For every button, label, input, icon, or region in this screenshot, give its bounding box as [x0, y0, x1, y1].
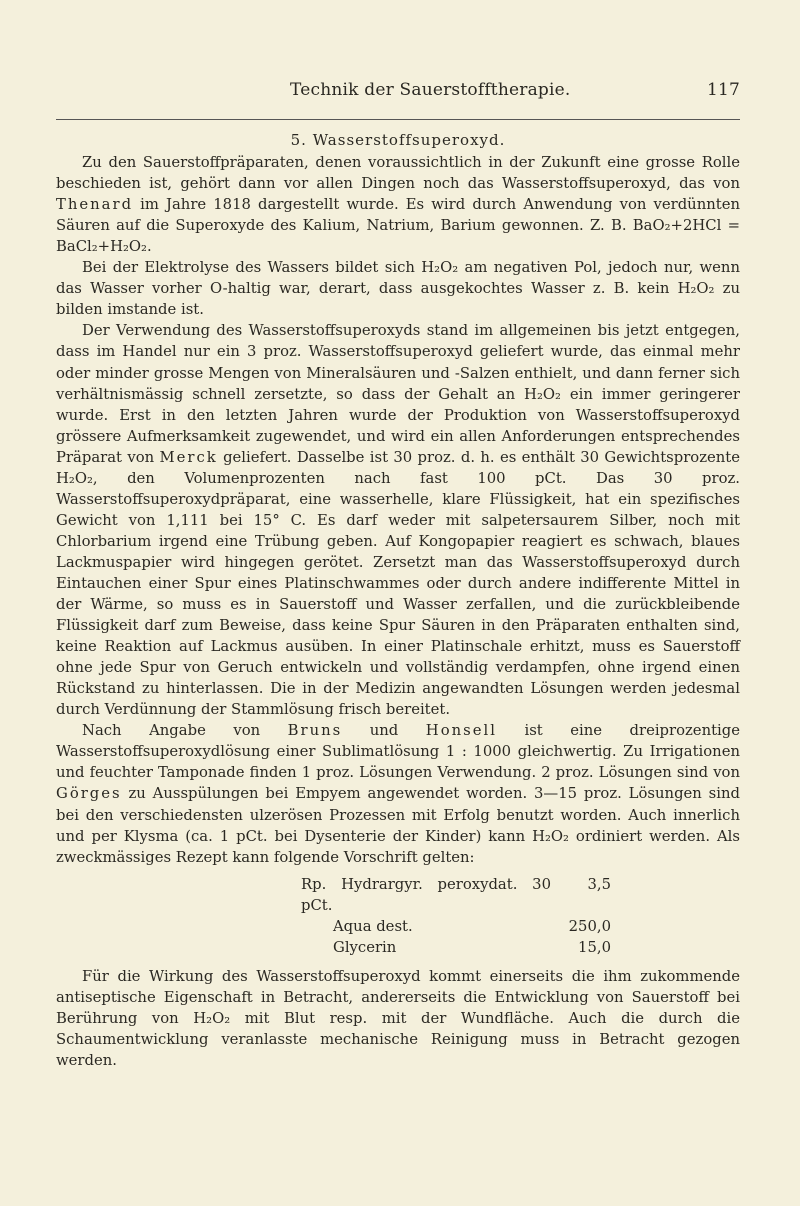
- running-header: [0, 80, 800, 110]
- recipe-amount: 3,5: [587, 875, 611, 893]
- recipe-amount: 15,0: [578, 938, 611, 956]
- recipe-ingredient: Aqua dest.: [333, 917, 413, 935]
- text-run: Der Verwendung des Wasserstoffsuperoxyds stand im allgemeinen bis jetzt entgegen, dass im Handel nur ein 3 proz. Wasserstoffsuperoxyd geliefert wurde, das einmal mehr oder minder grosse Mengen von Mineralsäuren und -Salzen enthielt, und dann ferner sich verhältnismässig schnell zersetzte, so dass der Gehalt an H₂O₂ ein immer geringerer wurde. Erst in den letzten Jahren wurde der Produktion von Wasserstoffsuperoxyd grössere Aufmerksamkeit zugewendet, und wird ein allen Anforderungen entsprechendes Präparat von: [56, 322, 740, 466]
- recipe-ingredient: Glycerin: [333, 938, 397, 956]
- person-name: Thenard: [56, 196, 134, 214]
- paragraph-production: [56, 320, 740, 720]
- recipe-block: [301, 874, 740, 958]
- recipe-row: [301, 874, 740, 916]
- paragraph-electrolysis: Bei der Elektrolyse des Wassers bildet sich H₂O₂ am negativen Pol, jedoch nur, wenn das Wasser vorher O-haltig war, derart, dass ausgekochtes Wasser z. B. kein H₂O₂ zu bilden imstande ist.: [56, 259, 740, 319]
- header-rule: [56, 119, 740, 120]
- running-title: Technik der Sauerstofftherapie.: [290, 80, 571, 100]
- text-run: geliefert. Dasselbe ist 30 proz. d. h. es enthält 30 Gewichtsprozente H₂O₂, den Volumenprozenten nach fast 100 pCt. Das 30 proz. Wasserstoffsuperoxydpräparat, eine wasserhelle, klare Flüssigkeit, hat ein spezifisches Gewicht von 1,111 bei 15° C. Es darf weder mit salpetersaurem Silber, noch mit Chlorbarium irgend eine Trübung geben. Auf Kongopapier reagiert es schwach, blaues Lackmuspapier wird hingegen gerötet. Zersetzt man das Wasserstoffsuperoxyd durch Eintauchen einer Spur eines Platinschwammes oder durch andere indifferente Mittel in der Wärme, so muss es in Sauerstoff und Wasser zerfallen, und die zurückbleibende Flüssigkeit darf zum Beweise, dass keine Spur Säuren in den Präparaten enthalten sind, keine Reaktion auf Lackmus ausüben. In einer Platinschale erhitzt, muss es Sauerstoff ohne jede Spur von Geruch entwickeln und vollständig verdampfen, ohne irgend einen Rückstand zu hinterlassen. Die in der Medizin angewandten Lösungen werden jedesmal durch Verdünnung der Stammlösung frisch bereitet.: [56, 448, 740, 719]
- text-run: Nach Angabe von: [82, 722, 288, 740]
- person-name: Bruns: [287, 722, 343, 740]
- body-text: [56, 130, 740, 1071]
- recipe-row: [301, 916, 740, 937]
- person-name: Merck: [159, 448, 218, 466]
- text-run: Zu den Sauerstoffpräparaten, denen voraussichtlich in der Zukunft eine grosse Rolle beschieden ist, gehört dann vor allen Dingen noch das Wasserstoffsuperoxyd, das von: [56, 154, 740, 193]
- paragraph-usage: [56, 720, 740, 867]
- recipe-amount: 250,0: [568, 917, 611, 935]
- person-name: Görges: [56, 785, 122, 803]
- page-number: 117: [706, 80, 740, 100]
- recipe-row: [301, 937, 740, 958]
- text-run: ist eine dreiprozentige Wasserstoffsuperoxydlösung einer Sublimatlösung 1 : 1000 gleichwertig. Zu Irrigationen und feuchter Tamponade finden 1 proz. Lösungen Verwendung. 2 proz. Lösungen sind von: [56, 722, 741, 782]
- person-name: Honsell: [425, 722, 497, 740]
- paragraph-intro: [56, 152, 740, 257]
- paragraph-effect: Für die Wirkung des Wasserstoffsuperoxyd kommt einerseits die ihm zukommende antiseptische Eigenschaft in Betracht, andererseits die Entwicklung von Sauerstoff bei Berührung von H₂O₂ mit Blut resp. mit der Wundfläche. Auch die durch die Schaumentwicklung veranlasste mechanische Reinigung muss in Betracht gezogen werden.: [56, 967, 740, 1069]
- text-run: zu Ausspülungen bei Empyem angewendet worden. 3—15 proz. Lösungen sind bei den verschiedensten ulzerösen Prozessen mit Erfolg benutzt worden. Auch innerlich und per Klysma (ca. 1 pCt. bei Dysenterie der Kinder) kann H₂O₂ ordiniert werden. Als zweckmässiges Rezept kann folgende Vorschrift gelten:: [56, 785, 740, 866]
- recipe-ingredient: Rp. Hydrargyr. peroxydat. 30 pCt.: [301, 875, 551, 914]
- section-heading: 5. Wasserstoffsuperoxyd.: [290, 131, 506, 149]
- text-run: im Jahre 1818 dargestellt wurde. Es wird durch Anwendung von verdünnten Säuren auf die Superoxyde des Kalium, Natrium, Barium gewonnen. Z. B. BaO₂+2HCl = BaCl₂+H₂O₂.: [56, 196, 740, 256]
- text-run: und: [342, 722, 426, 740]
